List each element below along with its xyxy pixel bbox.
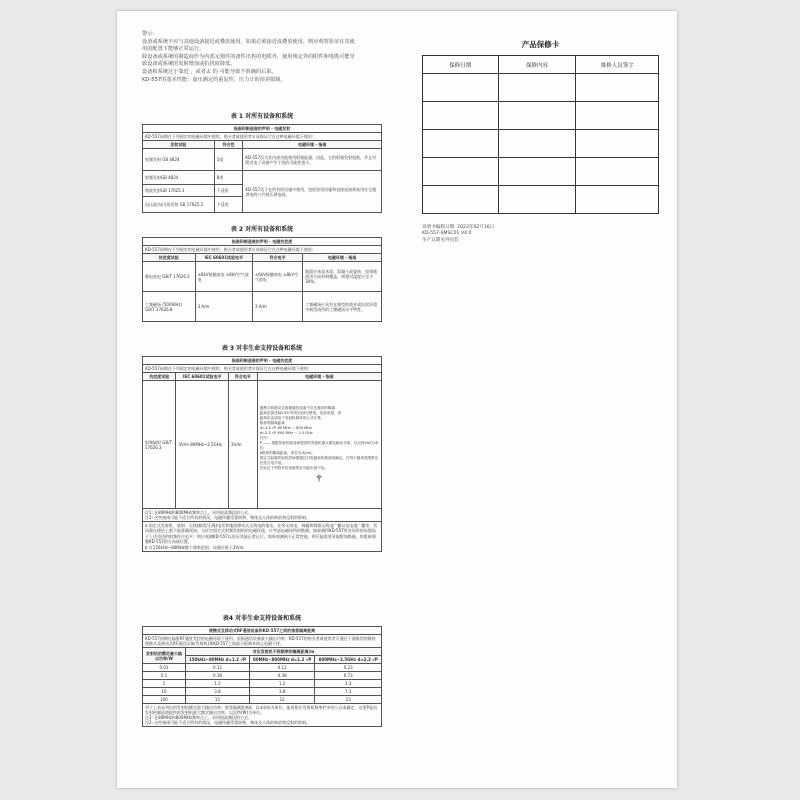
table4-band: 80MHz~800MHz d=1.2 √P xyxy=(249,656,315,664)
table4-band: 150kHz~80MHz d=1.2 √P xyxy=(186,656,250,664)
table-cell: 0.12 xyxy=(249,664,315,672)
table-cell: 12 xyxy=(186,696,250,704)
table-cell: 工频磁场应具有在典型的商业或医院环境中典型场所的工频磁场水平特性。 xyxy=(303,292,382,322)
table-cell: 3.8 xyxy=(249,688,315,696)
table3-header: IEC 60601试验电平 xyxy=(176,373,229,381)
table1-block xyxy=(142,111,382,213)
table-cell: 射频发射GB 4824 xyxy=(143,171,215,185)
warranty-header: 维修人员签字 xyxy=(576,56,659,74)
table-cell: ±6kV接触放电 ±8kV空气放电 xyxy=(195,262,252,292)
table-cell: 3 A/m xyxy=(195,292,252,322)
table-cell: 3V/m 80MHz~2.5GHz xyxy=(176,381,229,509)
warranty-cell[interactable] xyxy=(498,186,576,214)
table-cell: 2.3 xyxy=(315,680,382,688)
warranty-row xyxy=(423,102,659,130)
table-cell: 工频磁场 (50/60Hz) GB/T 17626.8 xyxy=(143,292,196,322)
table4-notes xyxy=(143,704,382,727)
note-line: 注2: 这些指南可能不适合所有的情况，电磁传播受建筑物、物体及人体的吸收和反射的影响。 xyxy=(145,515,311,520)
warning-line: 用的配置下能够正常运行。 xyxy=(142,46,205,53)
warranty-cell[interactable] xyxy=(423,186,499,214)
table4-intro: KD-557预期在辐射RF骚扰受控的电磁环境下使用。依据通信设备最大输出功率，KD-557的购买者或使用者可通过下面推荐的维持便携式及移动式RF通信设备(发射机)和KD-557之间最小距离来防止电磁干扰。 xyxy=(143,635,382,648)
table-cell: 12 xyxy=(249,696,315,704)
note-line: 注1: 在80MHz和800MHz频率点上，采用较高频段的公式。 xyxy=(145,510,253,515)
table-cell: 射频辐射 GB/T 17626.3 xyxy=(143,381,176,509)
warranty-cell[interactable] xyxy=(498,102,576,130)
guide-line: 距离更靠近KD-557的任何部分使用，包括电缆，该 xyxy=(259,410,342,415)
warranty-header: 保修内容 xyxy=(498,56,576,74)
table-cell: 不适用 xyxy=(214,185,243,197)
table-cell: 1组 xyxy=(214,149,243,171)
guide-line: 距离应由适用于发射机频率的公式计算。 xyxy=(259,415,325,420)
warranty-cell[interactable] xyxy=(498,130,576,158)
table4-col-head: 发射机的额定最大输出功率/W xyxy=(143,648,186,664)
table3-caption: 表 3 对非生命支持设备和系统 xyxy=(221,345,303,352)
meta-line: 说明书编制日期: 2023年02月16日 xyxy=(422,225,495,230)
table-cell: 7.3 xyxy=(315,688,382,696)
table3-guide-cell xyxy=(257,381,381,509)
table-cell: 3.8 xyxy=(186,688,250,696)
table-cell: 10 xyxy=(143,688,186,696)
warranty-cell[interactable] xyxy=(423,158,499,186)
meta-line: 生产日期见外包装 xyxy=(422,237,459,243)
guide-line: 便携式和移动式射频通信设备不应比推荐的隔离 xyxy=(259,405,336,410)
table-cell: 1.2 xyxy=(249,680,315,688)
table4-block xyxy=(142,613,382,727)
table1 xyxy=(142,124,382,213)
table-row xyxy=(143,262,382,292)
warranty-cell[interactable] xyxy=(576,130,659,158)
table-cell: 23 xyxy=(315,696,382,704)
table3-notes-b xyxy=(143,522,382,552)
table4-caption: 表4 对非生命支持设备和系统 xyxy=(222,615,302,622)
guide-line: 式中: xyxy=(259,435,269,440)
document-page xyxy=(117,11,677,788)
table-row xyxy=(143,672,382,680)
guide-line: 固定式射频发射机的场强通过对电磁场所勘测来确定，在每个频率范围都应比符合电平低。 xyxy=(259,455,379,465)
table4-band: 800MHz~2.5GHz d=2.3 √P xyxy=(315,656,382,664)
meta-line: KD-557-SMSC01 V4.0 xyxy=(422,231,472,237)
guide-line: d推荐的隔离距离，单位为米(m)。 xyxy=(259,450,316,455)
table1-header: 电磁环境 - 指南 xyxy=(243,141,382,149)
table-cell: KD-557仅为其内部功能使用射频能量。因此，它的射频发射很低，并且对附近电子设备产生干扰的可能性很小。 xyxy=(243,149,382,171)
table3-header: 抗扰度试验 xyxy=(143,373,176,381)
table1-title: 指南和制造商的声明 - 电磁发射 xyxy=(143,125,382,133)
table4-title: 便携式及移动式RF通信设备和KD-557之间的推荐隔离距离 xyxy=(143,627,382,635)
warranty-cell[interactable] xyxy=(423,102,499,130)
table-cell: 3V/m xyxy=(229,381,258,509)
table2-header: 符合电平 xyxy=(252,254,302,262)
table3-intro: KD-557预期在下列规定的电磁环境中使用，购买者或使用者应保证它在这种电磁环境下使用: xyxy=(143,365,382,373)
table-cell: 0.12 xyxy=(186,664,250,672)
warranty-row xyxy=(423,186,659,214)
table1-intro: KD-557预期在下列规定的电磁环境中使用，购买者或使用者应该保证它在这种电磁环境下使用: xyxy=(143,133,382,141)
warranty-header: 保修日期 xyxy=(423,56,499,74)
guide-line: 推荐的隔离距离 xyxy=(259,420,285,425)
warning-line: 设备或系统不应与其他设备接近或叠放使用，如果必须接近或叠放使用，则应观察验证在其使 xyxy=(142,38,355,45)
table-cell: 谐波发射GB 17625.1 xyxy=(143,185,215,197)
table-row xyxy=(143,688,382,696)
table-row xyxy=(143,381,382,509)
warranty-cell[interactable] xyxy=(498,74,576,102)
table3-notes xyxy=(143,509,382,522)
table1-caption: 表 1 对所有设备和系统 xyxy=(230,113,294,120)
table-row xyxy=(143,171,382,185)
table-row xyxy=(143,696,382,704)
warranty-row xyxy=(423,158,659,186)
warning-heading: 警示: xyxy=(142,31,155,37)
table4 xyxy=(142,626,382,727)
table3-title: 指南和制造商的声明 - 电磁抗扰度 xyxy=(143,357,382,365)
table-cell: 射频发射 GB 4824 xyxy=(143,149,215,171)
warning-line: 致设备或系统的发射增加或抗扰度降低。 xyxy=(142,61,236,68)
guide-line: d=1.2 √P 80 MHz ~ 800 MHz xyxy=(259,425,312,430)
table-cell: 不适用 xyxy=(214,197,243,213)
warranty-card xyxy=(422,39,659,244)
table2-intro: KD-557预期在下列规定的电磁环境中使用，购买者或使用者应该保证它在这种电磁环境下使用: xyxy=(143,246,382,254)
guide-line: d=2.3 √P 800 MHz ~ 2.5 GHz xyxy=(259,430,313,435)
table-cell: 静电放电 GB/T 17626.2 xyxy=(143,262,196,292)
note-line: a 固定式发射机，诸如：无线(蜂窝/无绳)电话和地面移动式无线电的基站、业余无线电、调幅和调频无线电广播以及电视广播等，其场强在理论上都不能准确预知。为评定固定式射频发射机的电磁环境，应考虑电磁场所的勘测。如果测得KD-557所处场所的场强高于上述适用的射频符合电平，则应观测KD-557以验证其能正常运行。如果观测到不正常性能，则可能需要采取附加措施，如重新调整KD-557的方向或位置。 xyxy=(145,523,378,545)
warning-line: 除设备或系统的制造商作为内部元器件的备件出售的电缆外，使用规定外的附件和电缆可能导 xyxy=(142,53,355,60)
warranty-cell[interactable] xyxy=(498,158,576,186)
table3-block xyxy=(142,343,382,552)
warning-line: KD-557的基本性能：血压测定的重复性，压力计的误差限制。 xyxy=(142,76,286,83)
note-line: 注2: 这些指南可能不适合所有的情况，电磁传播受建筑物、物体及人体的吸收和反射的影响。 xyxy=(145,720,311,725)
table-cell: 1.2 xyxy=(186,680,250,688)
table-row xyxy=(143,664,382,672)
document-meta xyxy=(422,225,659,244)
warranty-title: 产品保修卡 xyxy=(521,40,560,49)
table2 xyxy=(142,237,382,322)
table-cell: ±6kV接触放电 ±8kV空气放电 xyxy=(252,262,302,292)
table-row xyxy=(143,680,382,688)
table2-header: IEC 60601试验电平 xyxy=(195,254,252,262)
warranty-cell[interactable] xyxy=(576,186,659,214)
warranty-cell[interactable] xyxy=(576,74,659,102)
left-column xyxy=(142,31,382,725)
table-row xyxy=(143,292,382,322)
table1-header: 符合性 xyxy=(214,141,243,149)
guide-line: P —— 根据发射机制造商提供的发射机最大额定输出功率，以瓦特(W)为单位; xyxy=(259,440,379,450)
table1-header: 发射试验 xyxy=(143,141,215,149)
warning-line: 设备和系统过于靠近 ，或者太 的 可能导致不准确的后果。 xyxy=(142,68,277,75)
note-line: 对于上表未列出的发射机额定最大输出功率，推荐隔离距离d，以米(m)为单位，能用相应发射机频率栏中的公式来确定，这里P是由发射机制造商提供的发射机最大额定输出功率，以瓦特(W)为单位。 xyxy=(145,705,377,715)
table2-header: 抗扰度试验 xyxy=(143,254,196,262)
table3-header: 符合电平 xyxy=(229,373,258,381)
table2-title: 指南和制造商的声明 - 电磁抗扰度 xyxy=(143,238,382,246)
table-cell: 0.38 xyxy=(249,672,315,680)
table-cell: 0.38 xyxy=(186,672,250,680)
warning-block xyxy=(142,31,382,84)
radiation-warning-icon xyxy=(260,474,379,484)
table3 xyxy=(142,356,382,552)
table-cell: 0.73 xyxy=(315,672,382,680)
table-cell: 0.23 xyxy=(315,664,382,672)
table-cell: 100 xyxy=(143,696,186,704)
warranty-table xyxy=(422,55,659,214)
table-cell: 1 xyxy=(143,680,186,688)
warranty-cell[interactable] xyxy=(576,102,659,130)
table2-block xyxy=(142,224,382,322)
table-row xyxy=(143,149,382,171)
table-cell: B类 xyxy=(214,171,243,185)
table-cell: 电压波动/闪烁发射 GB 17625.2 xyxy=(143,197,215,213)
warranty-row xyxy=(423,74,659,102)
table-cell: 地面应该是木质、混凝土或瓷砖，如果地面用合成材料覆盖，则相对湿度应至少30%。 xyxy=(303,262,382,292)
table-cell: 0.01 xyxy=(143,664,186,672)
table4-span-head: 对应发射机不同频率的隔离距离/m xyxy=(186,648,382,656)
guide-line: 在标记下列符号的设备附近可能出现干扰。 xyxy=(259,465,328,470)
table2-caption: 表 2 对所有设备和系统 xyxy=(230,226,294,233)
note-line: 注1: 在80MHz和800MHz频率点上，采用较高频段的公式。 xyxy=(145,715,253,720)
warranty-cell[interactable] xyxy=(423,130,499,158)
warranty-cell[interactable] xyxy=(423,74,499,102)
warranty-cell[interactable] xyxy=(576,158,659,186)
table-cell: 0.1 xyxy=(143,672,186,680)
warranty-row xyxy=(423,130,659,158)
table2-header: 电磁环境 - 指南 xyxy=(303,254,382,262)
table-cell: 3 A/m xyxy=(252,292,302,322)
note-line: b 在150kHz~80MHz整个频率范围，场强应低于3V/m。 xyxy=(145,544,248,550)
table-cell: KD-557适于在所有的设施中使用，包括家用设施和直接连接到家用住宅楼供电的公共低压供电网。 xyxy=(243,171,382,213)
table3-header: 电磁环境 - 指南 xyxy=(257,373,381,381)
